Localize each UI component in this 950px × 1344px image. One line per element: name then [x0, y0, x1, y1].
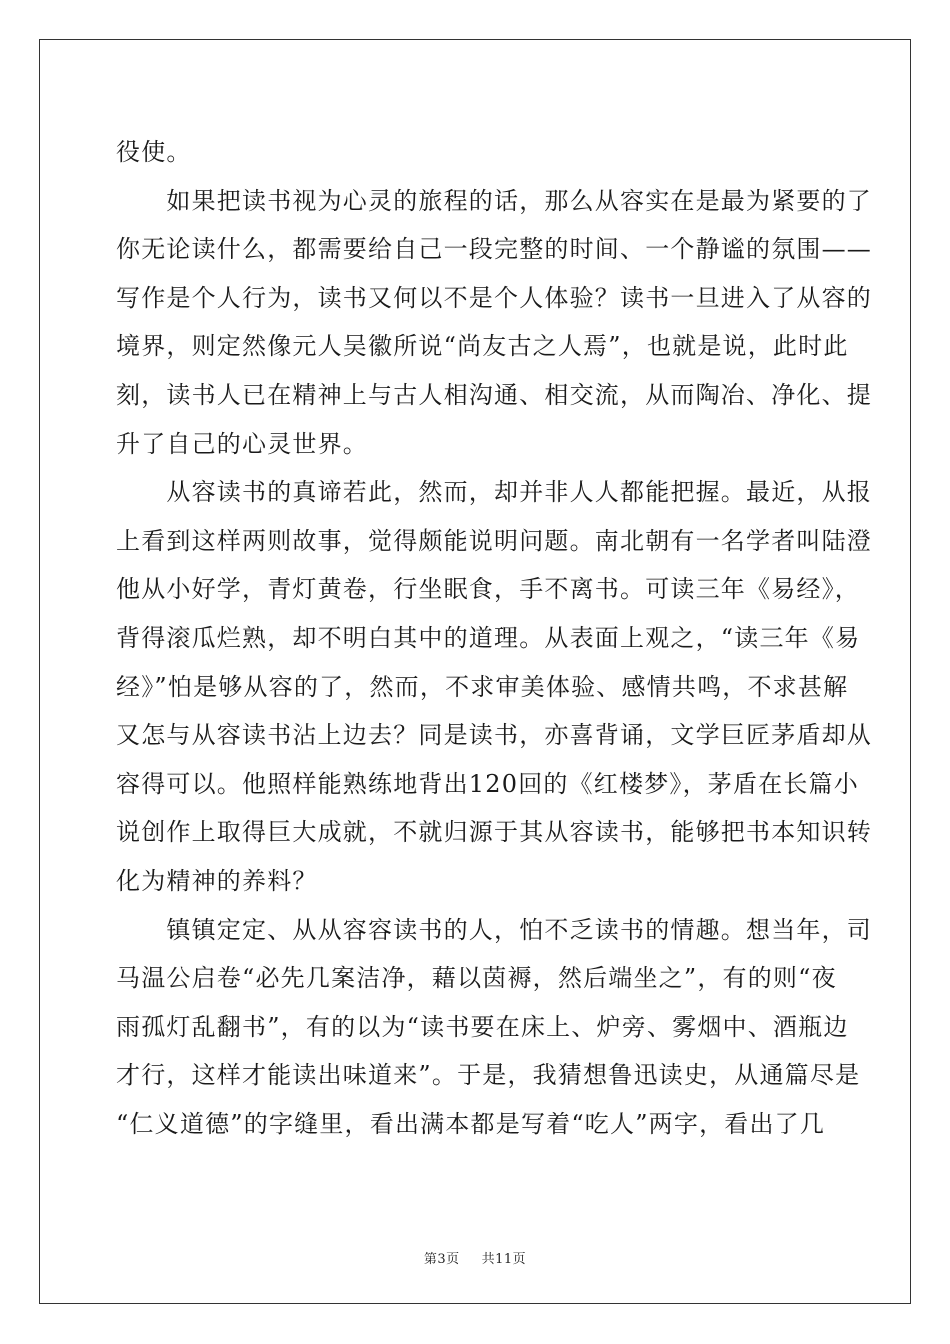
text-line: 你无论读什么，都需要给自己一段完整的时间、一个静谧的氛围——: [116, 235, 872, 264]
text-line: 从容读书的真谛若此，然而，却并非人人都能把握。最近，从报: [116, 478, 872, 507]
page-total: 共11页: [481, 1252, 527, 1267]
text-line: 经》”怕是够从容的了，然而，不求审美体验、感情共鸣，不求甚解: [116, 672, 849, 701]
text-line: 如果把读书视为心灵的旅程的话，那么从容实在是最为紧要的了: [116, 186, 872, 215]
text-line: 容得可以。他照样能熟练地背出120回的《红楼梦》，茅盾在长篇小: [116, 769, 860, 798]
text-line: “仁义道德”的字缝里，看出满本都是写着“吃人”两字，看出了几: [116, 1109, 826, 1138]
text-line: 雨孤灯乱翻书”，有的以为“读书要在床上、炉旁、雾烟中、酒瓶边: [116, 1012, 849, 1041]
text-line: 升了自己的心灵世界。: [116, 429, 368, 458]
text-line: 才行，这样才能读出味道来”。于是，我猜想鲁迅读史，从通篇尽是: [116, 1061, 861, 1090]
text-line: 役使。: [116, 138, 192, 166]
page-footer: [0, 1248, 950, 1267]
text-line: 又怎与从容读书沾上边去？同是读书，亦喜背诵，文学巨匠茅盾却从: [116, 721, 872, 750]
text-line: 化为精神的养料？: [116, 866, 318, 895]
document-body: [116, 128, 872, 1148]
text-line: 他从小好学，青灯黄卷，行坐眠食，手不离书。可读三年《易经》，: [116, 575, 860, 604]
text-line: 说创作上取得巨大成就，不就归源于其从容读书，能够把书本知识转: [116, 818, 872, 847]
text-line: 马温公启卷“必先几案洁净，藉以茵褥，然后端坐之”，有的则“夜: [116, 964, 837, 993]
text-line: 写作是个人行为，读书又何以不是个人体验？读书一旦进入了从容的: [116, 283, 872, 312]
text-line: 上看到这样两则故事，觉得颇能说明问题。南北朝有一名学者叫陆澄: [116, 526, 872, 555]
text-line: 境界，则定然像元人吴徽所说“尚友古之人焉”，也就是说，此时此: [116, 332, 849, 361]
text-line: 刻，读书人已在精神上与古人相沟通、相交流，从而陶冶、净化、提: [116, 380, 872, 409]
text-line: 背得滚瓜烂熟，却不明白其中的道理。从表面上观之，“读三年《易: [116, 623, 861, 652]
page-number: 第3页: [423, 1252, 460, 1267]
text-line: 镇镇定定、从从容容读书的人，怕不乏读书的情趣。想当年，司: [116, 915, 872, 944]
